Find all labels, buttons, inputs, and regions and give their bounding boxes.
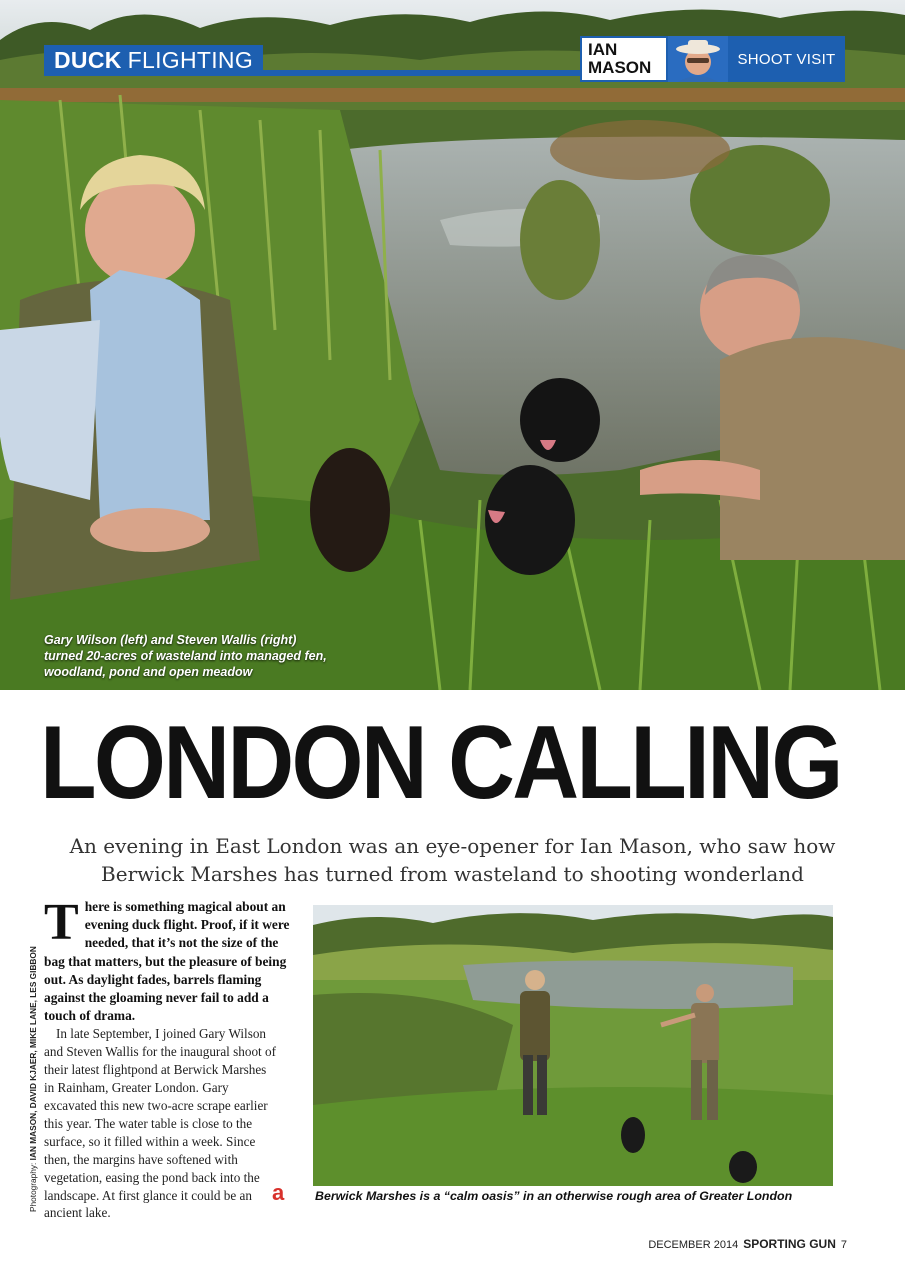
body-column bbox=[44, 894, 290, 1222]
magazine-name: SPORTING GUN bbox=[743, 1237, 836, 1251]
shoot-visit-label: SHOOT VISIT bbox=[737, 50, 836, 68]
drop-cap: T bbox=[44, 894, 79, 951]
page-number: 7 bbox=[840, 1239, 847, 1251]
author-avatar bbox=[668, 36, 728, 82]
headline: LONDON CALLING bbox=[40, 705, 841, 821]
section-tag bbox=[44, 45, 263, 75]
photo-credit-label: Photography: bbox=[28, 1162, 38, 1212]
photo-credit bbox=[28, 946, 40, 1212]
author-last-name: MASON bbox=[588, 58, 652, 77]
marsh-photo-caption: Berwick Marshes is a “calm oasis” in an otherwise rough area of Greater London bbox=[315, 1189, 793, 1203]
intro-text: here is something magical about an evening duck flight. Proof, if it were needed, that it’s not the size of the bag that matters, but the pleasure of being out. As daylight fades, barrels flaming against the gloaming never fail to add a touch of drama. bbox=[44, 899, 290, 1024]
intro-paragraph bbox=[44, 894, 290, 1025]
body-paragraph: In late September, I joined Gary Wilson and Steven Wallis for the inaugural shoot of their latest flightpond at Berwick Marshes in Rainham, Greater London. Gary excavated this new two-acre scrape earlier this year. The water table is close to the surface, so it filled within a week. Since then, the margins have softened with vegetation, easing the pond back into the landscape. At first glance it could be an ancient lake. bbox=[44, 1026, 276, 1221]
continue-mark: a bbox=[272, 1180, 285, 1205]
section-tag-bold: DUCK bbox=[54, 46, 122, 73]
author-first-name: IAN bbox=[588, 40, 618, 59]
page-footer bbox=[648, 1237, 847, 1251]
photo-credit-names: IAN MASON, DAVID KJAER, MIKE LANE, LES GIBBON bbox=[28, 946, 38, 1161]
hero-caption: Gary Wilson (left) and Steven Wallis (right) turned 20-acres of wasteland into managed fen, woodland, pond and open meadow bbox=[44, 633, 327, 679]
author-name bbox=[580, 36, 668, 82]
marsh-photo-illustration bbox=[313, 905, 833, 1186]
marsh-photo bbox=[313, 905, 833, 1186]
author-box bbox=[580, 36, 845, 82]
standfirst: An evening in East London was an eye-opener for Ian Mason, who saw how Berwick Marshes has turned from wasteland to shooting wonderland bbox=[69, 834, 836, 886]
issue-date: DECEMBER 2014 bbox=[648, 1239, 739, 1251]
section-tag-light: FLIGHTING bbox=[127, 46, 254, 73]
